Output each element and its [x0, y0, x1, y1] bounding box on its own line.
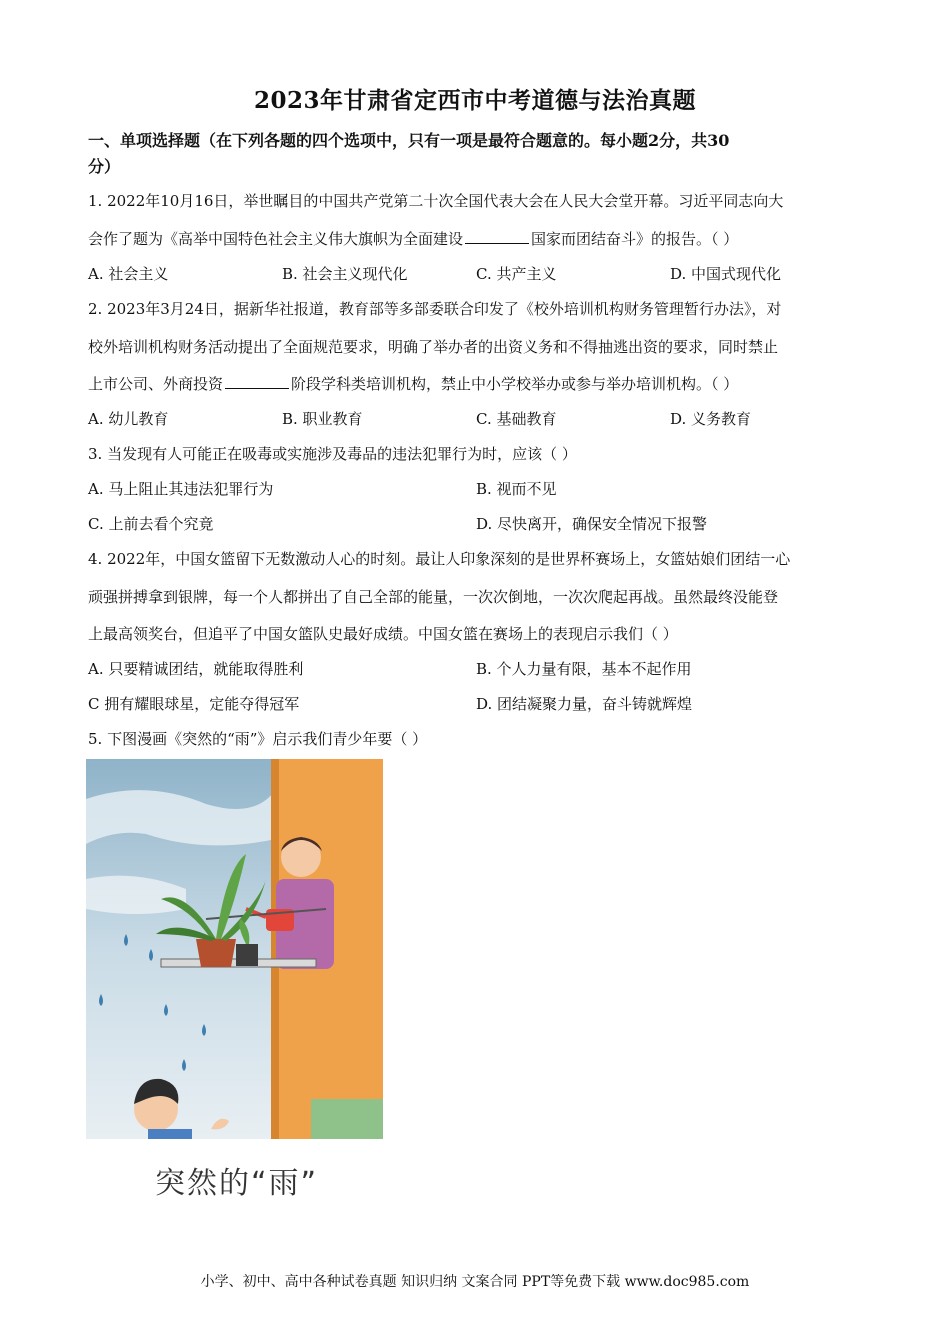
- q3-option-d: D. 尽快离开，确保安全情况下报警: [476, 515, 708, 533]
- q2-line2: 校外培训机构财务活动提出了全面规范要求，明确了举办者的出资义务和不得抽逃出资的要求，同时禁止: [88, 338, 779, 356]
- q2-option-a: A. 幼儿教育: [88, 410, 169, 428]
- q2-option-d: D. 义务教育: [670, 410, 752, 428]
- q2-blank: [225, 387, 289, 389]
- q3-line1: 3. 当发现有人可能正在吸毒或实施涉及毒品的违法犯罪行为时，应该（ ）: [88, 445, 577, 463]
- q1-blank: [465, 242, 529, 244]
- q3-option-b: B. 视而不见: [476, 480, 557, 498]
- q2-option-c: C. 基础教育: [476, 410, 557, 428]
- q5-line1: 5. 下图漫画《突然的“雨”》启示我们青少年要（ ）: [88, 730, 428, 748]
- q4-option-d: D. 团结凝聚力量，奋斗铸就辉煌: [476, 695, 693, 713]
- q1-line1: 1. 2022年10月16日，举世瞩目的中国共产党第二十次全国代表大会在人民大会堂开幕。习近平同志向大: [88, 192, 784, 210]
- q2-option-b: B. 职业教育: [282, 410, 363, 428]
- q4-option-b: B. 个人力量有限，基本不起作用: [476, 660, 692, 678]
- q1-option-b: B. 社会主义现代化: [282, 265, 408, 283]
- section-heading-line1: 一、单项选择题（在下列各题的四个选项中，只有一项是最符合题意的。每小题2分，共30: [88, 131, 730, 150]
- q4-line1: 4. 2022年，中国女篮留下无数激动人心的时刻。最让人印象深刻的是世界杯赛场上，女篮姑娘们团结一心: [88, 550, 791, 568]
- q2-line3-pre: 上市公司、外商投资: [88, 375, 224, 393]
- comic-caption: 突然的“雨”: [155, 1166, 319, 1201]
- q4-line2: 顽强拼搏拿到银牌，每一个人都拼出了自己全部的能量，一次次倒地，一次次爬起再战。虽然最终没能登: [88, 588, 779, 606]
- q1-line2-post: 国家而团结奋斗》的报告。（ ）: [531, 230, 739, 248]
- q2-line3-post: 阶段学科类培训机构，禁止中小学校举办或参与举办培训机构。（ ）: [291, 375, 739, 393]
- page-title: 2023年甘肃省定西市中考道德与法治真题: [253, 87, 696, 114]
- q3-option-a: A. 马上阻止其违法犯罪行为: [88, 480, 274, 498]
- comic-illustration: [86, 759, 383, 1139]
- boy-shirt: [148, 1129, 192, 1139]
- q1-line2: [88, 228, 738, 249]
- q1-line2-pre: 会作了题为《高举中国特色社会主义伟大旗帜为全面建设: [88, 230, 464, 248]
- section-heading: [88, 128, 868, 180]
- section-heading-line2: 分）: [88, 157, 121, 176]
- q1-option-d: D. 中国式现代化: [670, 265, 782, 283]
- q2-line3: [88, 373, 738, 394]
- bush: [311, 1099, 383, 1139]
- q2-line1: 2. 2023年3月24日，据新华社报道，教育部等多部委联合印发了《校外培训机构财务管理暂行办法》，对: [88, 300, 782, 318]
- page-footer: 小学、初中、高中各种试卷真题 知识归纳 文案合同 PPT等免费下载 www.doc985.com: [200, 1274, 750, 1290]
- q4-option-a: A. 只要精诚团结，就能取得胜利: [88, 660, 304, 678]
- q4-option-c: C 拥有耀眼球星，定能夺得冠军: [88, 695, 300, 713]
- flower-pot: [196, 939, 236, 967]
- q3-option-c: C. 上前去看个究竟: [88, 515, 214, 533]
- q4-line3: 上最高领奖台，但追平了中国女篮队史最好成绩。中国女篮在赛场上的表现启示我们（ ）: [88, 625, 678, 643]
- q1-option-a: A. 社会主义: [88, 265, 169, 283]
- q1-option-c: C. 共产主义: [476, 265, 557, 283]
- small-pot: [236, 944, 258, 966]
